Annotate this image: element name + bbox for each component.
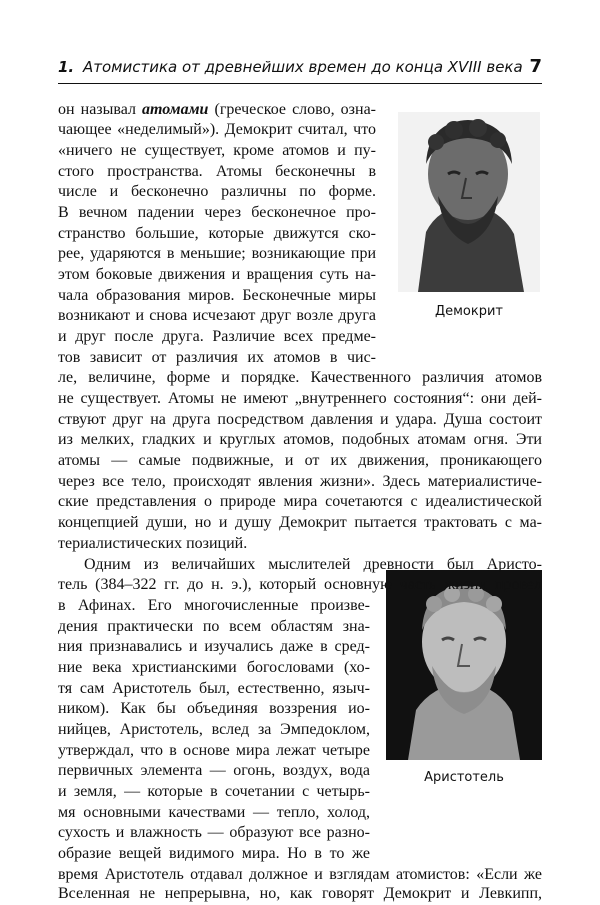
democritus-portrait bbox=[398, 112, 540, 292]
text-line: через все тело, происходят явления жизни». Здесь материалистиче- bbox=[58, 473, 542, 490]
text-line: сухость и влажность — образуют все разно- bbox=[58, 824, 370, 841]
text-line: чала образования миров. Бесконечные миры bbox=[58, 287, 376, 304]
text-line: этом боковые движения и вращения суть на- bbox=[58, 266, 376, 283]
text-span: он называл bbox=[58, 101, 142, 118]
text-line: ствуют друг на друга посредством давления и удара. Душа состоит bbox=[58, 411, 542, 428]
text-line: мя основными качествами — тепло, холод, bbox=[58, 804, 370, 821]
chapter-number: 1. bbox=[58, 58, 75, 76]
text-line: первичных элемента — огонь, воздух, вода bbox=[58, 762, 370, 779]
text-line: «ничего не существует, кроме атомов и пу- bbox=[58, 142, 376, 159]
text-line: не существует. Атомы не имеют „внутреннего состояния“: они дей- bbox=[58, 390, 542, 407]
aristotle-caption: Аристотель bbox=[424, 770, 504, 785]
term-atoms: атомами bbox=[142, 101, 209, 118]
democritus-caption: Демокрит bbox=[434, 304, 504, 319]
text-line: дения практически по всем областям зна- bbox=[58, 618, 370, 635]
text-line: тя сам Аристотель был, естественно, языч- bbox=[58, 680, 370, 697]
header-rule bbox=[58, 83, 542, 84]
text-line: ния признавались и изучались даже в сред- bbox=[58, 638, 370, 655]
text-line: тов зависит от различия их атомов в чис- bbox=[58, 349, 376, 366]
text-line: стого пространства. Атомы бесконечны в bbox=[58, 163, 376, 180]
running-header bbox=[58, 58, 542, 82]
text-line: в Афинах. Его многочисленные произве- bbox=[58, 597, 370, 614]
text-line: время Аристотель отдавал должное и взглядам атомистов: «Если же bbox=[58, 866, 542, 883]
text-line: ские представления о природе мира сочетаются с идеалистической bbox=[58, 493, 542, 510]
text-line: странство большие, которые движутся ско- bbox=[58, 225, 376, 242]
text-line: образие вещей видимого мира. Но в то же bbox=[58, 845, 370, 862]
text-line: Одним из величайших мыслителей древности был Аристо- bbox=[84, 556, 542, 573]
text-line: Вселенная не непрерывна, но, как говорят Демокрит и Левкипп, bbox=[58, 885, 542, 902]
text-line: и друг после друга. Различие всех предме- bbox=[58, 328, 376, 345]
page-number: 7 bbox=[529, 56, 542, 77]
text-line: возникают и снова исчезают друг возле друга bbox=[58, 307, 376, 324]
text-line: числе и бесконечно различны по форме. bbox=[58, 183, 376, 200]
text-line: ником). Как бы объединяя воззрения ио- bbox=[58, 700, 370, 717]
text-line: тель (384–322 гг. до н. э.), который основную часть жизни провел bbox=[58, 576, 542, 593]
text-line: утверждал, что в основе мира лежат четыре bbox=[58, 742, 370, 759]
text-line: атомы — самые подвижные, и от их движения, проникающего bbox=[58, 452, 542, 469]
text-line: и земля, — которые в сочетании с четырь- bbox=[58, 783, 370, 800]
text-line bbox=[58, 100, 376, 120]
text-line: ле, величине, форме и порядке. Качественного различия атомов bbox=[58, 369, 542, 386]
text-line: нийцев, Аристотель, вслед за Эмпедоклом, bbox=[58, 721, 370, 738]
chapter-title: Атомистика от древнейших времен до конца XVIII века bbox=[83, 58, 523, 76]
text-line: концепцией души, но и душу Демокрит пытается трактовать с ма- bbox=[58, 514, 542, 531]
text-line: териалистических позиций. bbox=[58, 535, 248, 552]
text-line: рее, ударяются в меньшие; возникающие при bbox=[58, 245, 376, 262]
text-line: чающее «неделимый»). Демокрит считал, что bbox=[58, 121, 376, 138]
text-line: В вечном падении через бесконечное про- bbox=[58, 204, 376, 221]
text-span: (греческое слово, озна- bbox=[208, 101, 376, 118]
text-line: ние века христианскими богословами (хо- bbox=[58, 659, 370, 676]
aristotle-portrait bbox=[386, 570, 542, 760]
text-line: из мелких, гладких и круглых атомов, подобных атомам огня. Эти bbox=[58, 431, 542, 448]
